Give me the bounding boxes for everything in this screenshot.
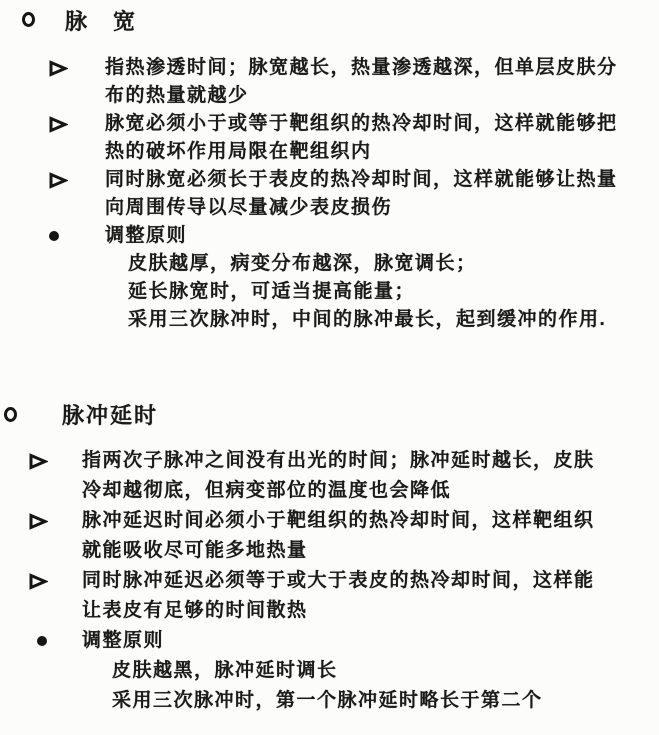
bullet-text-line: 让表皮有足够的时间散热 [82,600,308,621]
bullet-item [0,166,659,222]
bullet-text-line: 向周围传导以尽量减少表皮损伤 [105,197,393,218]
sub-item [0,278,659,306]
bullet-text-line: 脉冲延迟时间必须小于靶组织的热冷却时间，这样靶组织 [82,510,595,531]
section-title: 脉 宽 [65,9,138,34]
sub-item-text: 采用三次脉冲时，中间的脉冲最长，起到缓冲的作用. [128,309,607,330]
arrowhead-bullet-icon [48,116,68,133]
bullet-text-line: 指两次子脉冲之间没有出光的时间；脉冲延时越长，皮肤 [82,450,595,471]
sub-item-text: 皮肤越黑，脉冲延时调长 [112,660,338,681]
sub-item-text: 延长脉宽时，可适当提高能量； [128,281,416,302]
bullet-text-line: 就能吸收尽可能多地热量 [82,540,308,561]
sub-item [0,686,659,716]
bullet-text-line: 热的破坏作用局限在靶组织内 [105,141,372,162]
arrowhead-bullet-icon [28,513,48,530]
bullet-text-line: 指热渗透时间；脉宽越长，热量渗透越深，但单层皮肤分 [105,57,618,78]
arrowhead-bullet-icon [28,453,48,470]
section-title: 脉冲延时 [62,403,159,428]
principle-label: 调整原则 [82,630,165,651]
hollow-circle-bullet-icon [22,12,35,27]
sub-item [0,656,659,686]
section-heading [0,8,659,44]
arrowhead-bullet-icon [28,573,48,590]
filled-dot-bullet-icon [37,636,47,646]
bullet-text-line: 布的热量就越少 [105,85,249,106]
sub-item-text: 采用三次脉冲时，第一个脉冲延时略长于第二个 [112,690,543,711]
hollow-circle-bullet-icon [4,407,17,422]
filled-dot-bullet-icon [49,231,59,241]
sub-item-text: 皮肤越厚，病变分布越深，脉宽调长； [128,253,477,274]
bullet-item [0,506,659,566]
principle-label: 调整原则 [105,225,188,246]
section-body [0,446,659,716]
bullet-item [0,566,659,626]
bullet-text-line: 冷却越彻底，但病变部位的温度也会降低 [82,480,452,501]
sub-item [0,250,659,278]
bullet-text-line: 脉宽必须小于或等于靶组织的热冷却时间，这样就能够把 [105,113,618,134]
sub-item [0,306,659,334]
bullet-item [0,446,659,506]
principle-item [0,626,659,656]
arrowhead-bullet-icon [48,172,68,189]
bullet-text-line: 同时脉宽必须长于表皮的热冷却时间，这样就能够让热量 [105,169,618,190]
section-body [0,54,659,334]
section-heading [0,398,659,434]
section-pulse-delay [0,398,659,711]
section-pulse-width [0,8,659,330]
bullet-item [0,54,659,110]
bullet-item [0,110,659,166]
bullet-text-line: 同时脉冲延迟必须等于或大于表皮的热冷却时间，这样能 [82,570,595,591]
principle-item [0,222,659,250]
arrowhead-bullet-icon [48,60,68,77]
